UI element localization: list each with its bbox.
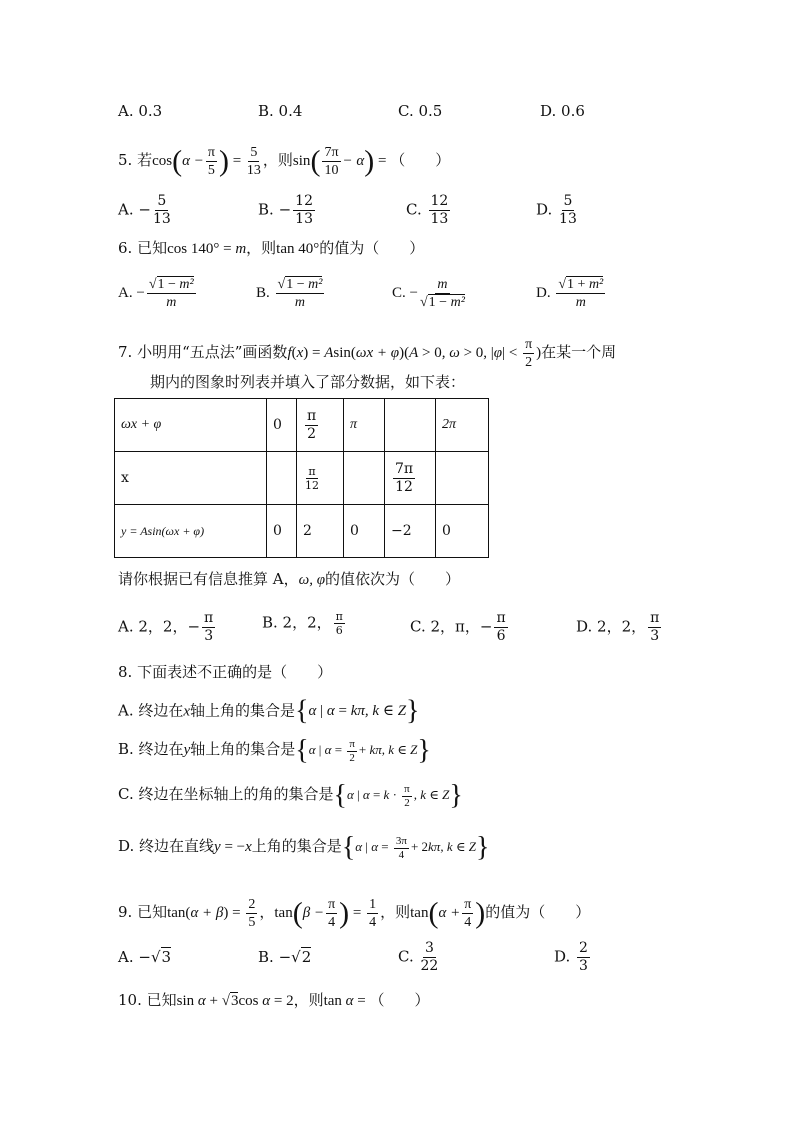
q9-option-c: C. $\frac{3}{22}$ [398, 940, 439, 974]
q5-end: （ ） [390, 150, 451, 169]
q7-option-a: A. 2，2，− $\frac{\pi}{3}$ [118, 610, 214, 644]
table-row-label: x [115, 452, 267, 505]
q6-option-a: A. − $\frac{\text{√1 − m²}}{m}$ [118, 277, 194, 310]
q5-given-num: 5 [250, 145, 258, 160]
table-cell: 0 [267, 399, 297, 452]
table-row [115, 399, 489, 452]
q5-mid: ，则 [262, 150, 293, 169]
q10-stem: 10. 已知sin α + √3cos α = 2，则tan α = （ ） [118, 991, 430, 1009]
table-cell: $\frac{7\pi}{12}$ [385, 452, 436, 505]
table-cell [436, 452, 489, 505]
q5-stem: 5. 若cos(α − $\frac{\pi}{5}$ ) = $\frac{5}{13}$ ，则sin( $\frac{7\pi}{10}$ − α) = （ ） [118, 144, 451, 178]
q7-stem: 7. 小明用“五点法”画函数f(x) = Asin(ωx + φ)(A > 0, ω > 0, |φ| < $\frac{\pi}{2}$ )在某一个周 [118, 337, 617, 370]
table-row-label: y = Asin(ωx + φ) [115, 505, 267, 558]
q7-question: 请你根据已有信息推算 A，ω, φ的值依次为（ ） [118, 570, 461, 588]
table-cell: 0 [436, 505, 489, 558]
q7-option-d: D. 2，2， $\frac{\pi}{3}$ [576, 610, 660, 644]
q5-option-d: D. $\frac{5}{13}$ [536, 193, 577, 227]
q8-option-d: D. 终边在直线y = −x上角的集合是{α | α = $\frac{3\pi}{4}$ + 2kπ, k ∈ Z} [118, 832, 490, 863]
table-cell [267, 452, 297, 505]
five-point-table [114, 398, 489, 558]
table-row [115, 505, 489, 558]
table-cell: 2π [436, 399, 489, 452]
table-cell: −2 [385, 505, 436, 558]
q9-option-a: A. −√3 [118, 948, 172, 966]
table-row [115, 452, 489, 505]
q6-option-b: B. $\frac{\text{√1 − m²}}{m}$ [256, 277, 323, 310]
q7-option-c: C. 2，π，− $\frac{\pi}{6}$ [410, 610, 506, 644]
table-cell: π [344, 399, 385, 452]
table-cell: 0 [344, 505, 385, 558]
table-cell [344, 452, 385, 505]
q4-option-a: A. 0.3 [118, 102, 163, 120]
q7-stem-line2: 期内的图象时列表并填入了部分数据，如下表： [150, 373, 466, 391]
table-cell: $\frac{\pi}{2}$ [297, 399, 344, 452]
q8-title: 8. 下面表述不正确的是（ ） [118, 663, 333, 681]
q6-stem: 6. 已知cos 140° = m，则tan 40°的值为（ ） [118, 239, 425, 257]
q7-option-b: B. 2，2， $\frac{\pi}{6}$ [262, 610, 343, 637]
table-cell: $\frac{\pi}{12}$ [297, 452, 344, 505]
q5-option-c: C. $\frac{12}{13}$ [406, 193, 449, 227]
q5-intro: 若 [137, 150, 153, 169]
q8-option-c: C. 终边在坐标轴上的角的集合是{α | α = k · $\frac{\pi}{2}$ , k ∈ Z} [118, 780, 463, 811]
q5-option-a: A. − $\frac{5}{13}$ [118, 193, 171, 227]
q9-option-b: B. −√2 [258, 948, 312, 966]
q5-given-den: 13 [246, 163, 261, 178]
q8-option-a: A. 终边在x轴上角的集合是{α | α = kπ, k ∈ Z} [118, 696, 420, 727]
q4-option-d: D. 0.6 [540, 102, 585, 120]
q8-option-b: B. 终边在y轴上角的集合是{α | α = $\frac{\pi}{2}$ + kπ, k ∈ Z} [118, 735, 431, 766]
table-cell [385, 399, 436, 452]
q6-option-c: C. − $\frac{m}{\text{√1 − m²}}$ [392, 277, 465, 310]
table-row-label: ωx + φ [115, 399, 267, 452]
q5-number: 5. [118, 150, 138, 169]
q5-option-b: B. − $\frac{12}{13}$ [258, 193, 313, 227]
q9-option-d: D. $\frac{2}{3}$ [554, 940, 588, 974]
q6-option-d: D. $\frac{\text{√1 + m²}}{m}$ [536, 277, 604, 310]
q4-option-b: B. 0.4 [258, 102, 303, 120]
table-cell: 2 [297, 505, 344, 558]
q4-option-c: C. 0.5 [398, 102, 443, 120]
table-cell: 0 [267, 505, 297, 558]
q9-stem: 9. 已知tan(α + β) = $\frac{2}{5}$ ，tan(β − $\frac{\pi}{4}$ ) = $\frac{1}{4}$ ，则tan(α + $\frac{\pi}{4}$ )的值为（ ） [118, 896, 591, 930]
